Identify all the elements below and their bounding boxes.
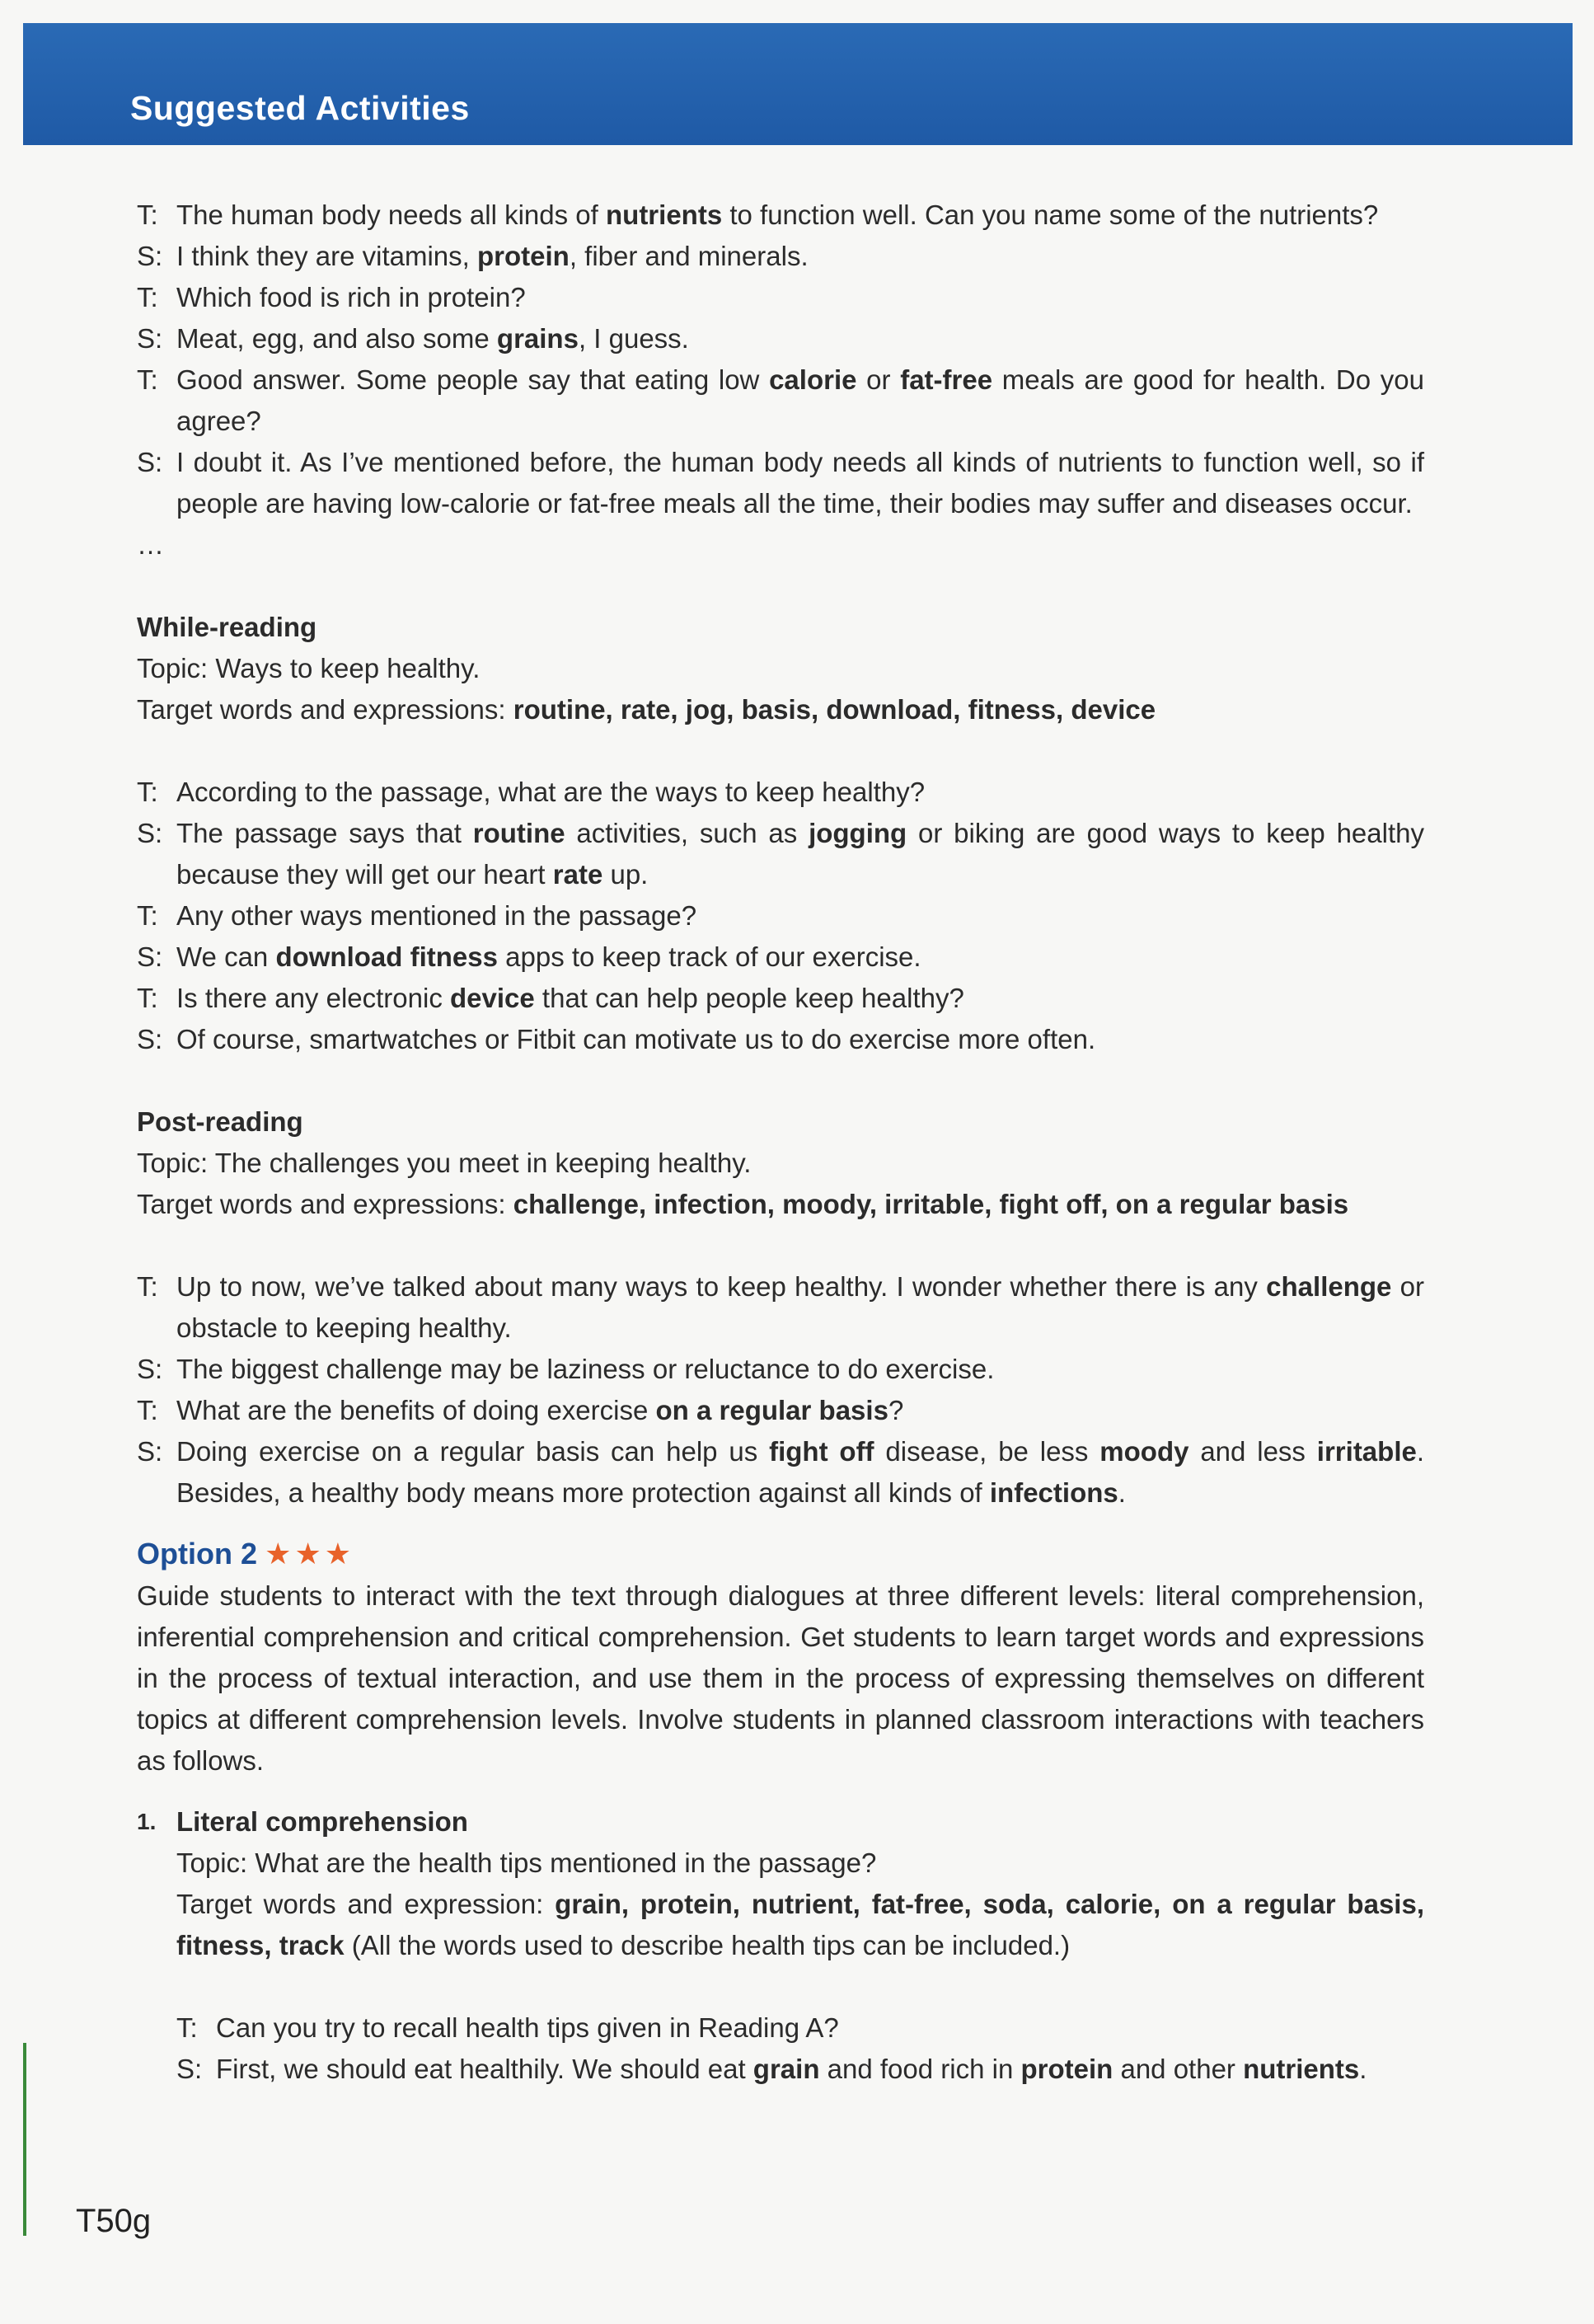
text-run: What are the benefits of doing exercise	[176, 1395, 656, 1425]
dialogue-line	[176, 2049, 1424, 2090]
key-term: protein	[1020, 2054, 1113, 2084]
text-run: .	[1118, 1477, 1126, 1508]
speaker-label: S:	[137, 1354, 163, 1384]
speaker-label: S:	[137, 241, 163, 271]
text-run: activities, such as	[565, 818, 809, 848]
dialogue-text	[176, 277, 1424, 318]
star-rating-icon: ★★★	[265, 1537, 354, 1570]
dialogue-line	[137, 442, 1424, 524]
item-number: 1.	[137, 1809, 157, 1834]
while-reading-targets	[137, 689, 1424, 730]
text-run: The passage says that	[176, 818, 473, 848]
dialogue-line	[137, 772, 1424, 813]
text-run: up.	[602, 859, 649, 890]
while-reading-topic: Topic: Ways to keep healthy.	[137, 653, 481, 683]
page-title: Suggested Activities	[130, 89, 470, 127]
text-run: that can help people keep healthy?	[534, 983, 964, 1013]
text-run: Any other ways mentioned in the passage?	[176, 900, 697, 931]
key-term: jogging	[809, 818, 907, 848]
dialogue-line	[137, 895, 1424, 937]
margin-rule	[23, 2043, 26, 2236]
text-run: Which food is rich in protein?	[176, 282, 526, 312]
dialogue-text	[176, 442, 1424, 524]
dialogue-while-reading	[137, 772, 1424, 1060]
speaker-label: T:	[137, 282, 158, 312]
key-term: on a regular basis	[655, 1395, 888, 1425]
speaker-label: S:	[176, 2054, 203, 2084]
speaker-label: T:	[137, 777, 158, 807]
text-run: apps to keep track of our exercise.	[497, 941, 921, 972]
dialogue-line	[137, 277, 1424, 318]
key-term: irritable	[1316, 1436, 1417, 1467]
dialogue-line	[137, 978, 1424, 1019]
text-run: and other	[1113, 2054, 1244, 2084]
target-label: Target words and expression:	[176, 1889, 556, 1919]
text-run: or biking are good ways to keep healthy because they will get our heart	[176, 818, 1424, 890]
key-term: fight off	[769, 1436, 874, 1467]
key-term: rate	[552, 859, 603, 890]
speaker-label: S:	[137, 818, 163, 848]
option-title: Option 2	[137, 1537, 257, 1570]
speaker-label: T:	[137, 900, 158, 931]
key-term: nutrients	[1243, 2054, 1360, 2084]
speaker-label: S:	[137, 941, 163, 972]
option-2-description: Guide students to interact with the text through dialogues at three different levels: literal comprehension, inferential comprehension and critical comprehension. Get students to learn target words and expressions in the process of textual interaction, and use them in the process of expressing themselves on different topics at different comprehension levels. Involve students in planned classroom interactions with teachers as follows.	[137, 1580, 1424, 1776]
literal-topic: Topic: What are the health tips mentioned in the passage?	[176, 1847, 877, 1878]
text-run: . Besides, a healthy body means more protection against all kinds of	[176, 1436, 1425, 1508]
literal-targets	[137, 1884, 1424, 1966]
key-term: nutrients	[606, 200, 723, 230]
speaker-label: S:	[137, 1024, 163, 1054]
dialogue-text	[176, 1431, 1424, 1514]
dialogue-line	[176, 2007, 1424, 2049]
key-term: challenge	[1266, 1271, 1392, 1302]
while-reading-heading: While-reading	[137, 612, 317, 642]
dialogue-line	[137, 813, 1424, 895]
key-term: protein	[476, 241, 570, 271]
section-heading: Literal comprehension	[176, 1806, 468, 1837]
dialogue-text	[176, 937, 1424, 978]
dialogue-text	[176, 318, 1424, 359]
target-label: Target words and expressions:	[137, 1189, 513, 1219]
target-words: routine, rate, jog, basis, download, fitness, device	[513, 694, 1156, 725]
speaker-label: T:	[137, 983, 158, 1013]
key-term: moody	[1099, 1436, 1189, 1467]
dialogue-line	[137, 1349, 1424, 1390]
target-words: challenge, infection, moody, irritable, fight off, on a regular basis	[513, 1189, 1349, 1219]
text-run: I think they are vitamins,	[176, 241, 477, 271]
dialogue-line	[137, 1431, 1424, 1514]
target-note: (All the words used to describe health tips can be included.)	[344, 1930, 1071, 1960]
key-term: grains	[496, 323, 579, 354]
text-run: First, we should eat healthily. We should eat	[216, 2054, 753, 2084]
speaker-label: T:	[137, 364, 158, 395]
text-run: and food rich in	[819, 2054, 1021, 2084]
key-term: routine	[472, 818, 565, 848]
dialogue-line	[137, 1266, 1424, 1349]
dialogue-text	[176, 772, 1424, 813]
text-run: meals are good for health. Do you agree?	[176, 364, 1424, 436]
speaker-label: S:	[137, 1436, 163, 1467]
dialogue-literal	[137, 2007, 1424, 2090]
option-2-heading	[137, 1533, 1424, 1575]
text-run: ?	[888, 1395, 904, 1425]
key-term: download fitness	[275, 941, 498, 972]
text-run: According to the passage, what are the ways to keep healthy?	[176, 777, 926, 807]
literal-comprehension-heading	[137, 1801, 1424, 1843]
text-run: , fiber and minerals.	[569, 241, 809, 271]
dialogue-line	[137, 359, 1424, 442]
dialogue-line	[137, 236, 1424, 277]
text-run: Is there any electronic	[176, 983, 450, 1013]
dialogue-text	[176, 1266, 1424, 1349]
dialogue-text	[176, 195, 1424, 236]
post-reading-heading: Post-reading	[137, 1106, 303, 1137]
dialogue-text	[176, 1390, 1424, 1431]
target-label: Target words and expressions:	[137, 694, 513, 725]
key-term: device	[450, 983, 535, 1013]
text-run: Meat, egg, and also some	[176, 323, 497, 354]
dialogue-line	[137, 937, 1424, 978]
text-run: .	[1359, 2054, 1367, 2084]
post-reading-topic: Topic: The challenges you meet in keeping healthy.	[137, 1148, 752, 1178]
text-run: , I guess.	[578, 323, 689, 354]
dialogue-text	[176, 1349, 1424, 1390]
dialogue-intro	[137, 195, 1424, 524]
dialogue-line	[137, 1390, 1424, 1431]
text-run: and less	[1188, 1436, 1317, 1467]
post-reading-targets	[137, 1184, 1424, 1225]
dialogue-text	[216, 2049, 1424, 2090]
key-term: infections	[989, 1477, 1118, 1508]
page-number: T50g	[76, 2203, 152, 2239]
dialogue-line	[137, 318, 1424, 359]
key-term: fat-free	[900, 364, 993, 395]
ellipsis: …	[137, 529, 167, 560]
dialogue-text	[216, 2007, 1424, 2049]
dialogue-text	[176, 895, 1424, 937]
text-run: or obstacle to keeping healthy.	[176, 1271, 1424, 1343]
text-run: The biggest challenge may be laziness or reluctance to do exercise.	[176, 1354, 995, 1384]
speaker-label: S:	[137, 447, 163, 477]
text-run: Up to now, we’ve talked about many ways to keep healthy. I wonder whether there is any	[176, 1271, 1267, 1302]
text-run: We can	[176, 941, 276, 972]
main-content	[137, 195, 1424, 2090]
dialogue-text	[176, 236, 1424, 277]
text-run: to function well. Can you name some of the nutrients?	[722, 200, 1379, 230]
dialogue-text	[176, 1019, 1424, 1060]
dialogue-line	[137, 195, 1424, 236]
speaker-label: S:	[137, 323, 163, 354]
speaker-label: T:	[137, 1271, 158, 1302]
text-run: Doing exercise on a regular basis can help us	[176, 1436, 770, 1467]
text-run: Of course, smartwatches or Fitbit can motivate us to do exercise more often.	[176, 1024, 1096, 1054]
text-run: Can you try to recall health tips given in Reading A?	[216, 2012, 839, 2043]
dialogue-post-reading	[137, 1266, 1424, 1514]
key-term: grain	[752, 2054, 820, 2084]
text-run: I doubt it. As I’ve mentioned before, the human body needs all kinds of nutrients to function well, so if people are having low-calorie or fat-free meals all the time, their bodies may suffer and diseases occur.	[176, 447, 1424, 519]
dialogue-text	[176, 813, 1424, 895]
dialogue-text	[176, 359, 1424, 442]
dialogue-line	[137, 1019, 1424, 1060]
text-run: disease, be less	[874, 1436, 1100, 1467]
speaker-label: T:	[176, 2012, 198, 2043]
dialogue-text	[176, 978, 1424, 1019]
speaker-label: T:	[137, 1395, 158, 1425]
text-run: or	[856, 364, 901, 395]
speaker-label: T:	[137, 200, 158, 230]
target-words: grain, protein, nutrient, fat-free, soda, calorie, on a regular basis, fitness, track	[176, 1889, 1424, 1960]
key-term: calorie	[769, 364, 857, 395]
text-run: The human body needs all kinds of	[176, 200, 606, 230]
text-run: Good answer. Some people say that eating low	[176, 364, 770, 395]
